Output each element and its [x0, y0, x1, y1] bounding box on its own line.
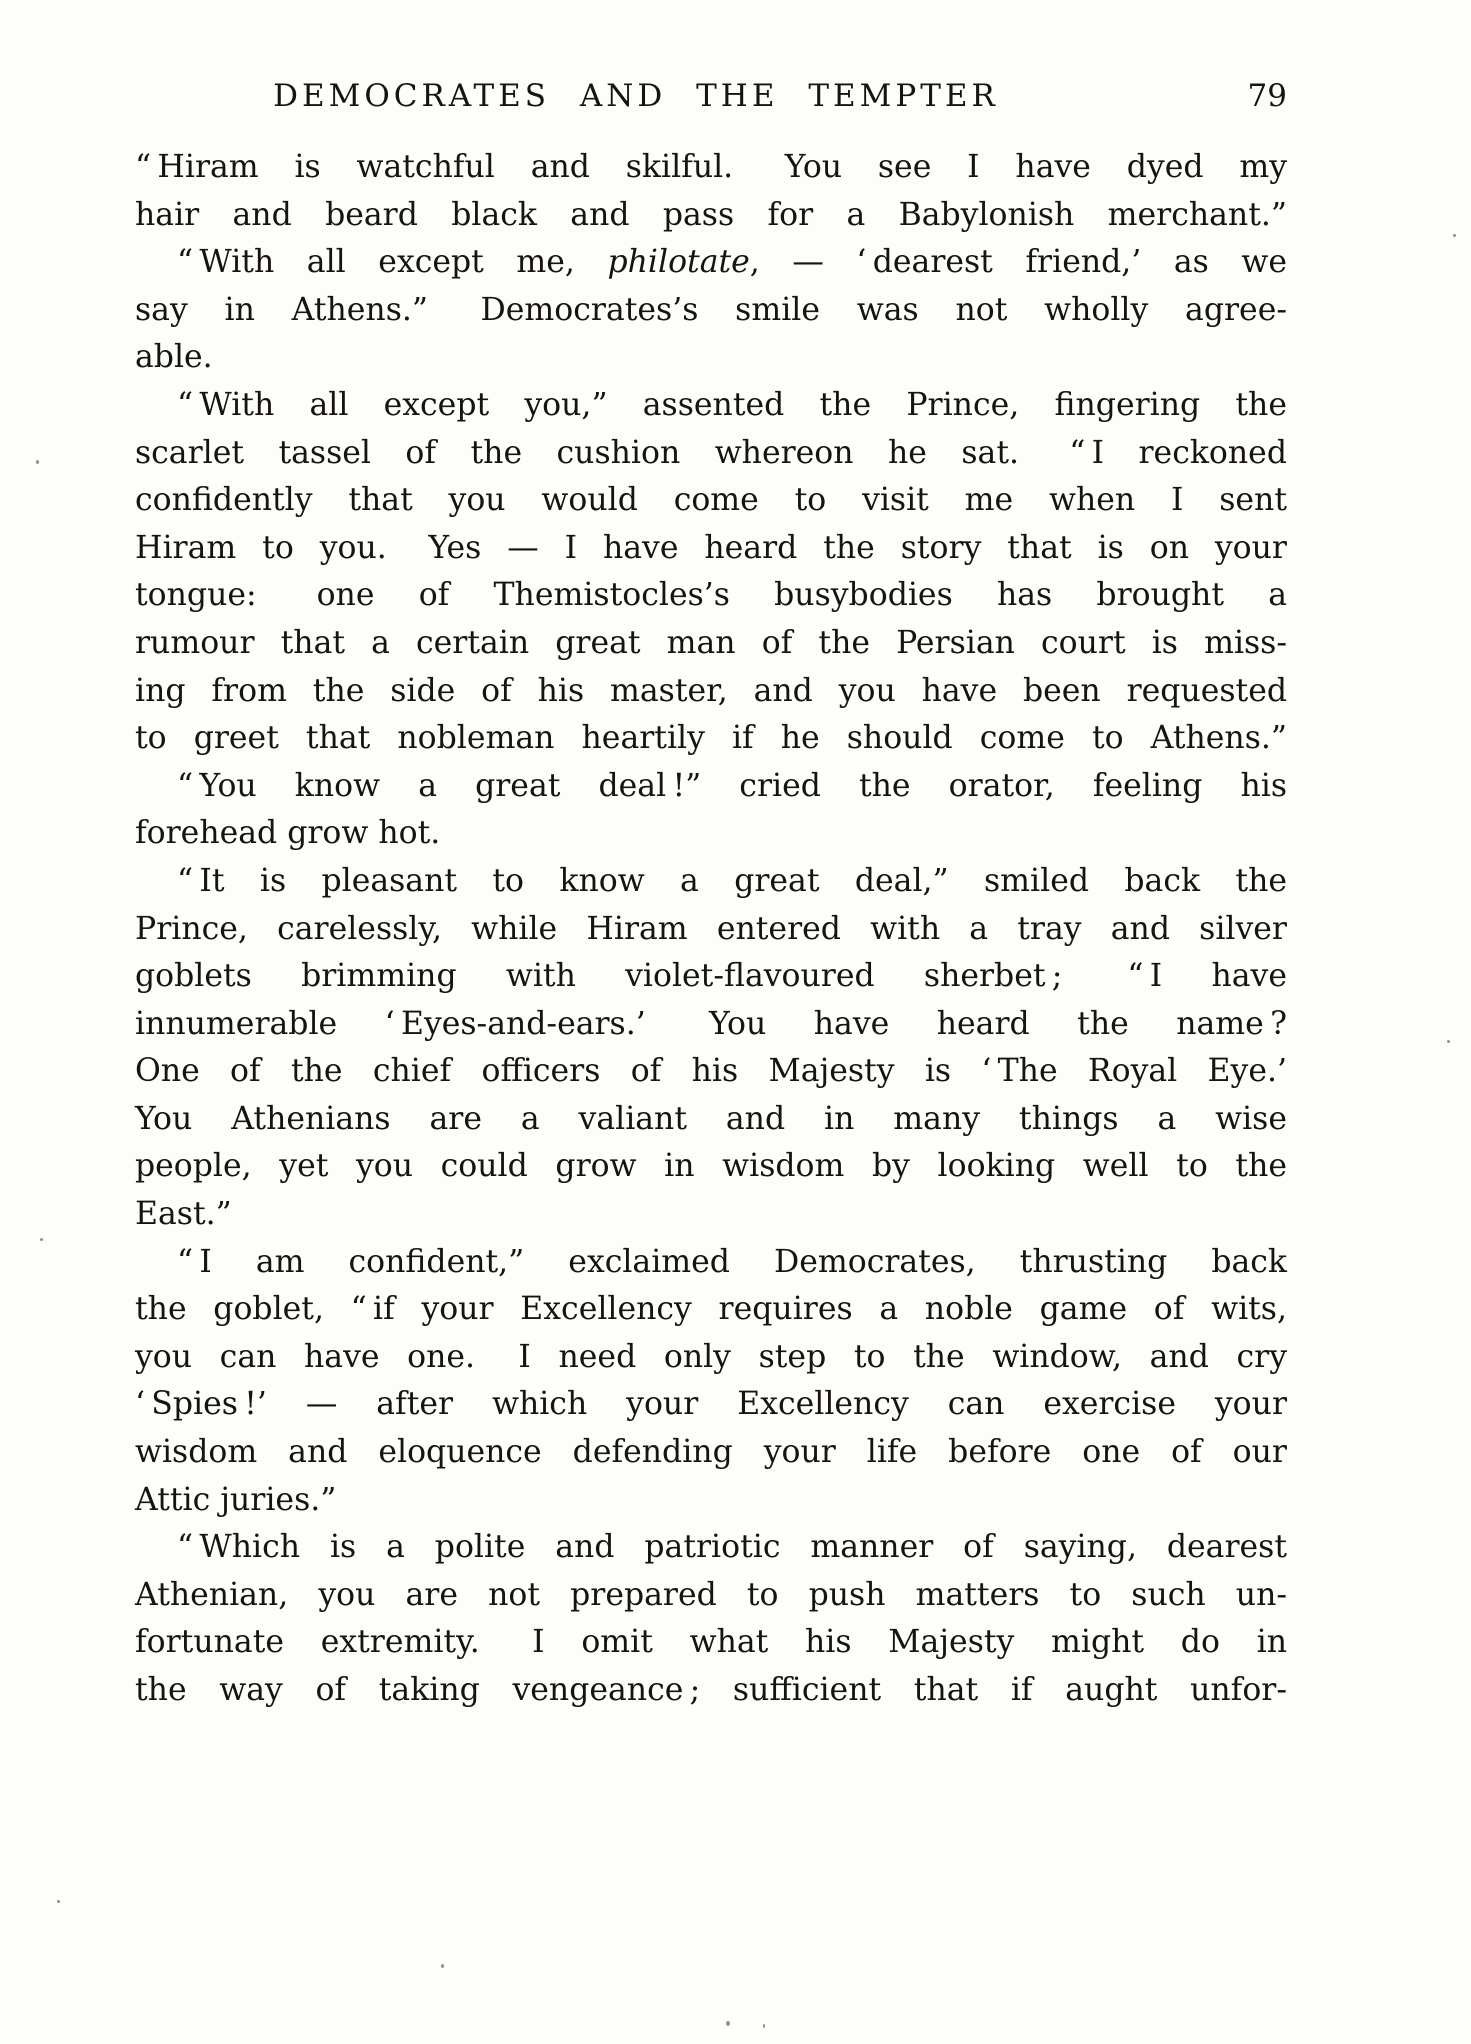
text-line: forehead grow hot. [135, 815, 441, 852]
text-line: confidently that you would come to visit me when I sent [135, 482, 1287, 519]
scan-speck [57, 1900, 60, 1903]
text-line: able. [135, 339, 213, 376]
text-line: scarlet tassel of the cushion whereon he sat. “ I reckoned [135, 434, 1287, 471]
text-line: fortunate extremity. I omit what his Majesty might do in [135, 1624, 1287, 1661]
text-line: hair and beard black and pass for a Babylonish merchant.” [135, 196, 1287, 233]
page-header-title: DEMOCRATES AND THE TEMPTER [273, 78, 999, 114]
text-line: East.” [135, 1196, 232, 1233]
running-header [135, 78, 1287, 114]
text-line: “ With all except me, philotate, — ‘ dearest friend,’ as we [177, 244, 1287, 281]
text-line: the goblet, “ if your Excellency requires a noble game of wits, [135, 1291, 1287, 1328]
text-line: to greet that nobleman heartily if he should come to Athens.” [135, 720, 1287, 757]
scan-speck [441, 1964, 444, 1968]
text-line: say in Athens.” Democrates’s smile was not wholly agree- [135, 291, 1287, 328]
text-line: ing from the side of his master, and you have been requested [135, 672, 1287, 709]
text-line: tongue: one of Themistocles’s busybodies has brought a [135, 577, 1287, 614]
text-line: “ You know a great deal !” cried the orator, feeling his [177, 767, 1287, 804]
text-line: “ Which is a polite and patriotic manner of saying, dearest [177, 1529, 1287, 1566]
text-column [135, 78, 1287, 1715]
scan-speck [726, 2021, 730, 2026]
text-block [135, 144, 1287, 1715]
page-number: 79 [1247, 78, 1287, 114]
text-line: One of the chief officers of his Majesty is ‘ The Royal Eye.’ [135, 1053, 1287, 1090]
text-line: “ I am confident,” exclaimed Democrates, thrusting back [177, 1243, 1287, 1280]
text-line: you can have one. I need only step to the window, and cry [135, 1338, 1287, 1375]
text-line: innumerable ‘ Eyes-and-ears.’ You have heard the name ? [135, 1005, 1287, 1042]
scan-speck [763, 2024, 765, 2028]
text-line: Athenian, you are not prepared to push matters to such un- [135, 1576, 1287, 1613]
text-line: ‘ Spies !’ — after which your Excellency can exercise your [135, 1386, 1287, 1423]
text-line: wisdom and eloquence defending your life before one of our [135, 1434, 1287, 1471]
text-line: people, yet you could grow in wisdom by looking well to the [135, 1148, 1287, 1185]
text-line: rumour that a certain great man of the Persian court is miss- [135, 624, 1287, 661]
text-line: You Athenians are a valiant and in many things a wise [135, 1100, 1287, 1137]
text-line: goblets brimming with violet-flavoured sherbet ; “ I have [135, 958, 1287, 995]
text-line: the way of taking vengeance ; sufficient that if aught unfor- [135, 1672, 1287, 1708]
scan-speck [1447, 1040, 1450, 1043]
text-line: “ It is pleasant to know a great deal,” smiled back the [177, 862, 1287, 899]
text-line: “ With all except you,” assented the Prince, fingering the [177, 386, 1287, 423]
text-line: Prince, carelessly, while Hiram entered with a tray and silver [135, 910, 1287, 947]
scan-speck [36, 460, 39, 464]
scan-speck [40, 1238, 43, 1241]
text-line: Attic juries.” [135, 1481, 337, 1518]
text-line: “ Hiram is watchful and skilful. You see I have dyed my [135, 149, 1287, 185]
scan-speck [1453, 234, 1456, 237]
text-line: Hiram to you. Yes — I have heard the story that is on your [135, 529, 1287, 566]
